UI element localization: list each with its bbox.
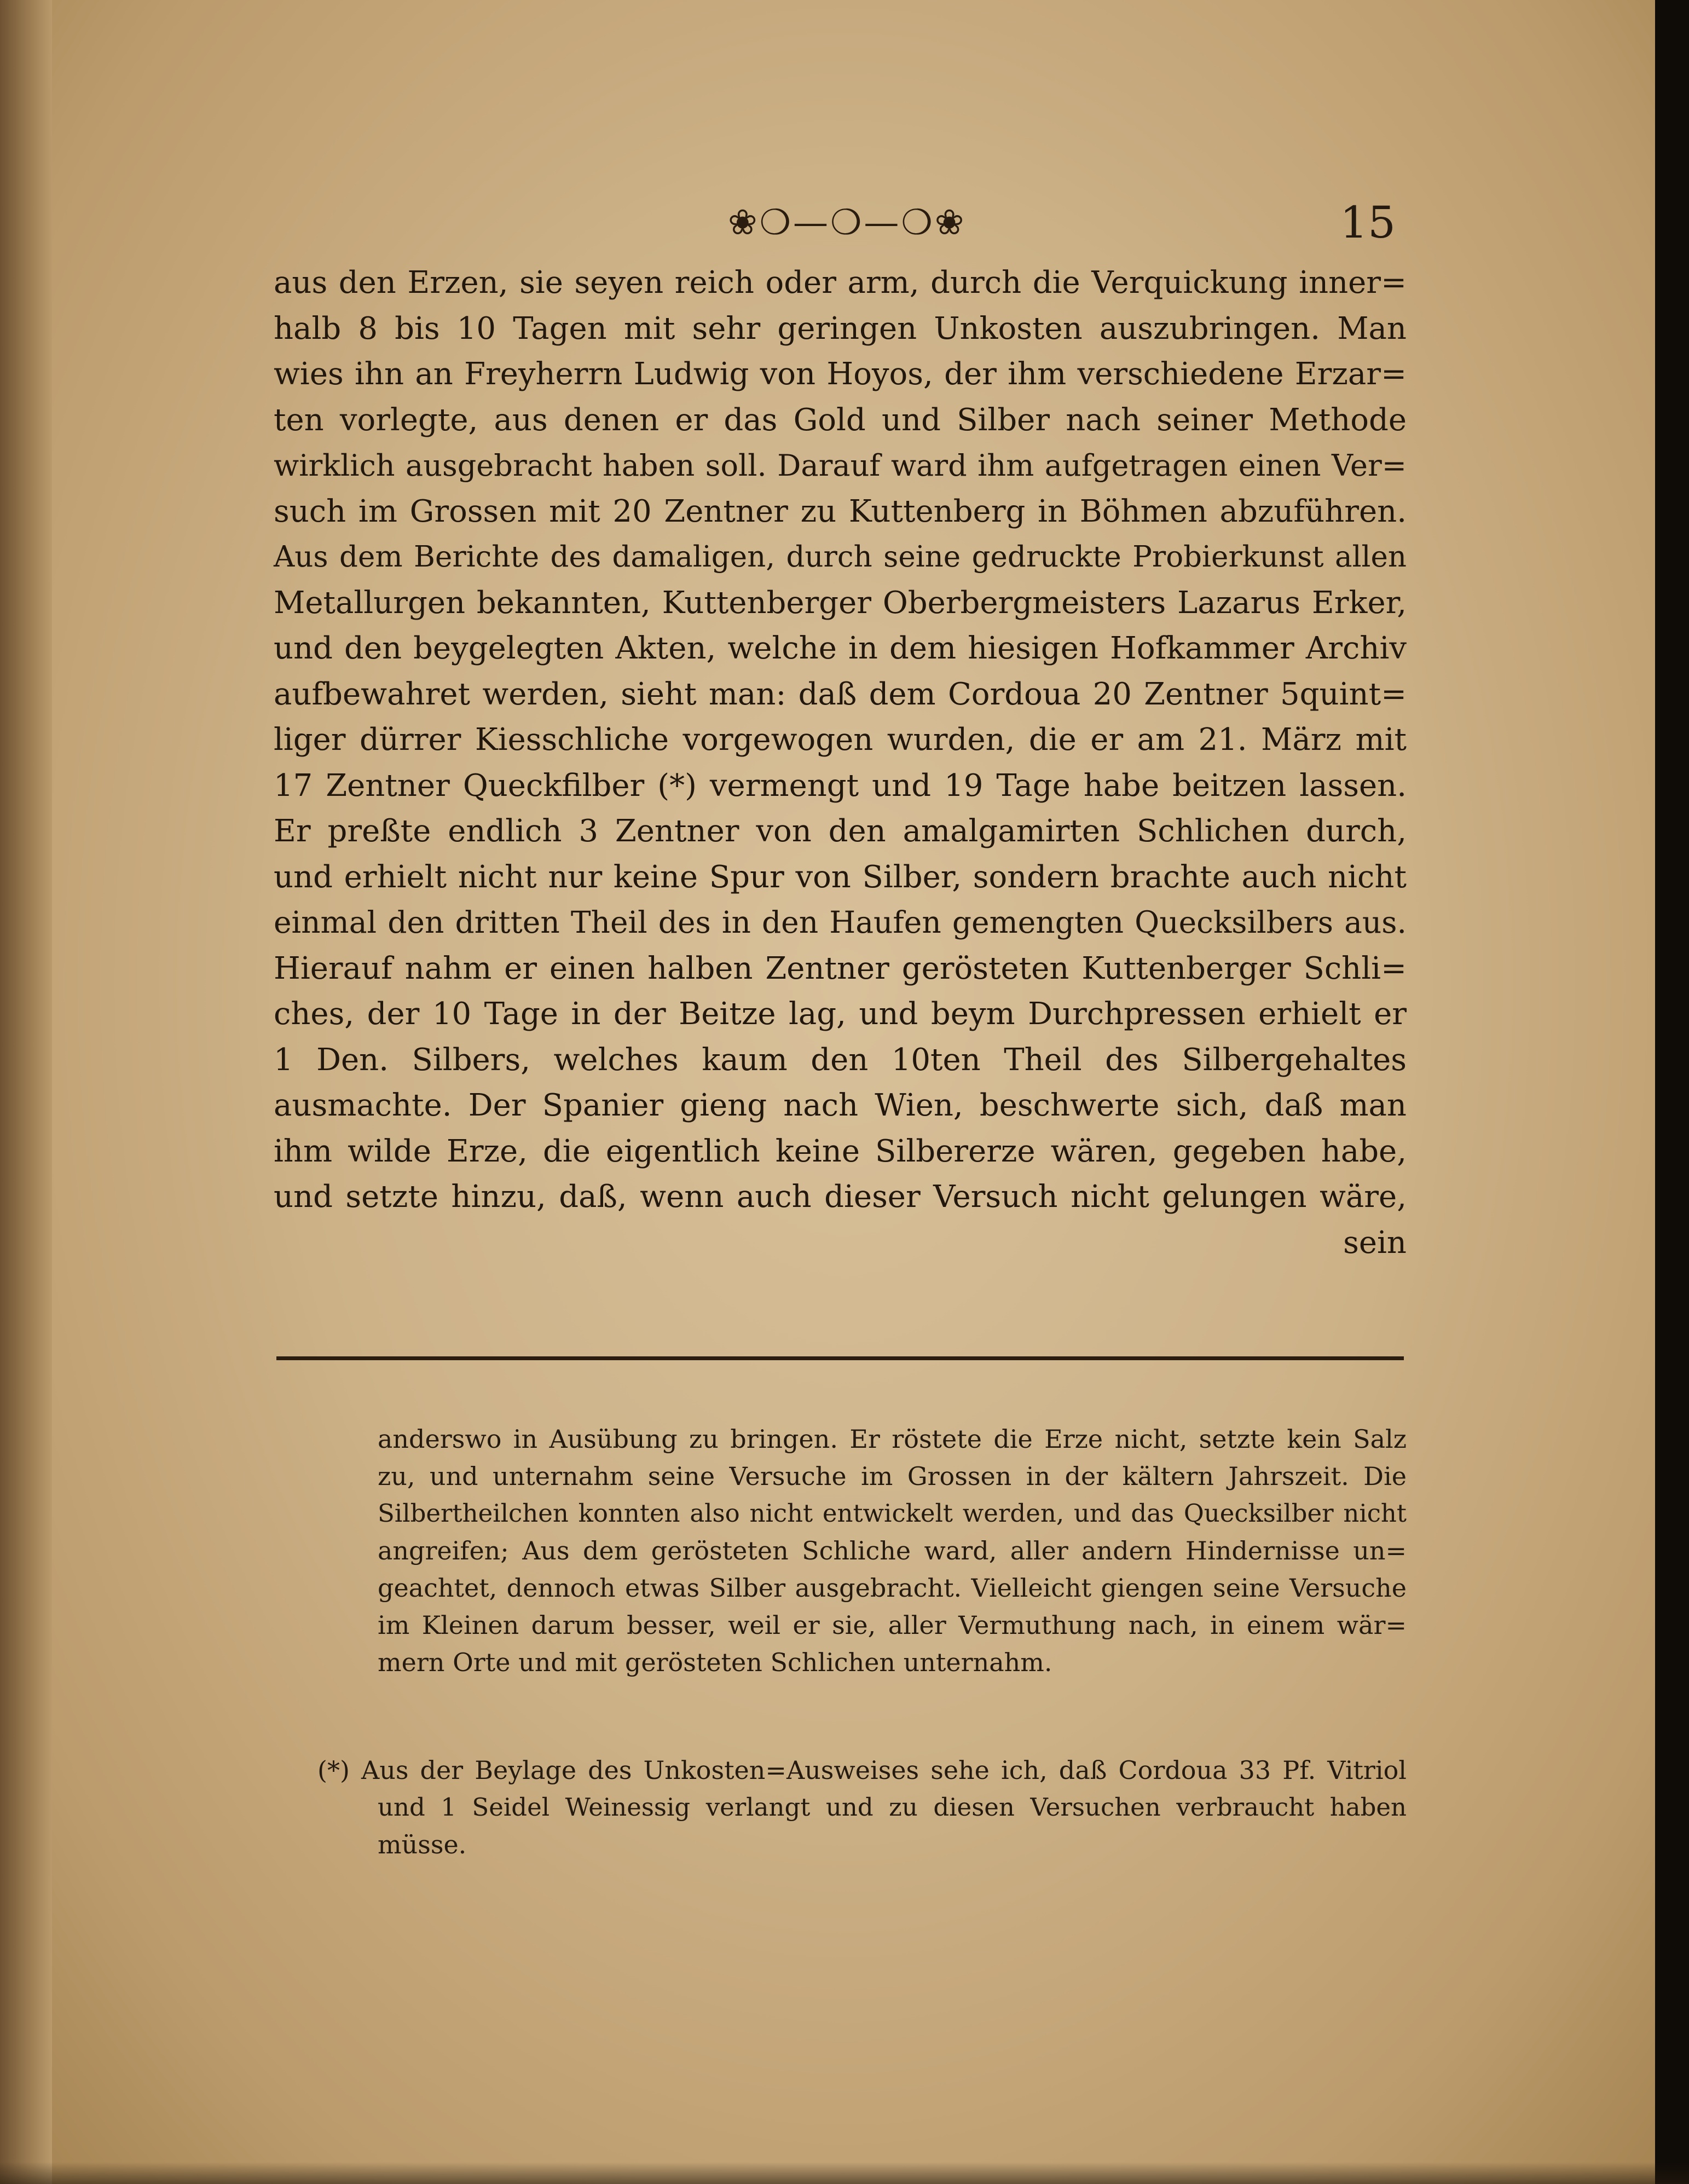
text-line: Hierauf nahm er einen halben Zentner gerösteten Kuttenberger Schli=: [274, 950, 1407, 986]
text-line: aus den Erzen, sie seyen reich oder arm, durch die Verquickung inner=: [274, 265, 1407, 301]
footnote-line: anderswo in Ausübung zu bringen. Er röstete die Erze nicht, setzte kein Salz: [378, 1424, 1407, 1454]
text-line: aufbewahret werden, sieht man: daß dem Cordoua 20 Zentner 5quint=: [274, 676, 1407, 712]
footnote-continuation: [378, 1420, 1407, 1681]
text-line: ten vorlegte, aus denen er das Gold und Silber nach seiner Methode: [274, 402, 1407, 438]
text-line: einmal den dritten Theil des in den Haufen gemengten Quecksilbers aus.: [274, 905, 1407, 940]
page-header: [274, 197, 1412, 257]
text-line: Metallurgen bekannten, Kuttenberger Oberbergmeisters Lazarus Erker,: [274, 585, 1407, 621]
text-line: wies ihn an Freyherrn Ludwig von Hoyos, der ihm verschiedene Erzar=: [274, 356, 1407, 392]
footnote-line: mern Orte und mit gerösteten Schlichen unternahm.: [378, 1648, 1052, 1677]
footnote-line: zu, und unternahm seine Versuche im Grossen in der kältern Jahrszeit. Die: [378, 1461, 1407, 1491]
page-bottom-shadow: [0, 2162, 1689, 2184]
footnote-asterisk: [317, 1752, 1407, 1863]
footnote-line: und 1 Seidel Weinessig verlangt und zu diesen Versuchen verbraucht haben: [378, 1793, 1407, 1822]
page-edge-shadow: [1655, 0, 1689, 2184]
footnote-line: im Kleinen darum besser, weil er sie, aller Vermuthung nach, in einem wär=: [378, 1610, 1407, 1640]
footnote-line: (*) Aus der Beylage des Unkosten=Ausweises sehe ich, daß Cordoua 33 Pf. Vitriol: [317, 1755, 1407, 1785]
text-line: und setzte hinzu, daß, wenn auch dieser Versuch nicht gelungen wäre,: [274, 1179, 1407, 1215]
text-line: 1 Den. Silbers, welches kaum den 10ten Theil des Silbergehaltes: [274, 1042, 1407, 1078]
footnote-line: müsse.: [378, 1830, 467, 1859]
header-ornament: ❀❍—❍—❍❀: [728, 203, 967, 243]
page-number: 15: [1340, 197, 1396, 248]
footnote-separator-rule: [276, 1356, 1404, 1360]
text-line: und den beygelegten Akten, welche in dem hiesigen Hofkammer Archiv: [274, 631, 1407, 666]
text-line: ches, der 10 Tage in der Beitze lag, und beym Durchpressen erhielt er: [274, 996, 1407, 1032]
text-line: Aus dem Berichte des damaligen, durch seine gedruckte Probierkunst allen: [274, 540, 1407, 574]
text-line: 17 Zentner Queckfilber (*) vermengt und 19 Tage habe beitzen lassen.: [274, 767, 1407, 804]
text-line: such im Grossen mit 20 Zentner zu Kuttenberg in Böhmen abzuführen.: [274, 493, 1407, 529]
text-line: und erhielt nicht nur keine Spur von Silber, sondern brachte auch nicht: [274, 859, 1407, 895]
catchword: sein: [1343, 1224, 1407, 1261]
text-line: liger dürrer Kiesschliche vorgewogen wurden, die er am 21. März mit: [274, 722, 1407, 758]
footnote-line: Silbertheilchen konnten also nicht entwickelt werden, und das Quecksilber nicht: [378, 1499, 1407, 1528]
page-gutter: [0, 0, 52, 2184]
text-line: Er preßte endlich 3 Zentner von den amalgamirten Schlichen durch,: [274, 813, 1407, 849]
text-line: halb 8 bis 10 Tagen mit sehr geringen Unkosten auszubringen. Man: [274, 310, 1407, 346]
text-line: ausmachte. Der Spanier gieng nach Wien, beschwerte sich, daß man: [274, 1088, 1407, 1123]
footnote-line: angreifen; Aus dem gerösteten Schliche ward, aller andern Hindernisse un=: [378, 1536, 1407, 1565]
main-text-block: [274, 260, 1407, 1266]
text-line: ihm wilde Erze, die eigentlich keine Silbererze wären, gegeben habe,: [274, 1133, 1407, 1169]
footnote-line: geachtet, dennoch etwas Silber ausgebracht. Vielleicht giengen seine Versuche: [378, 1573, 1407, 1603]
text-line: wirklich ausgebracht haben soll. Darauf ward ihm aufgetragen einen Ver=: [274, 448, 1407, 483]
